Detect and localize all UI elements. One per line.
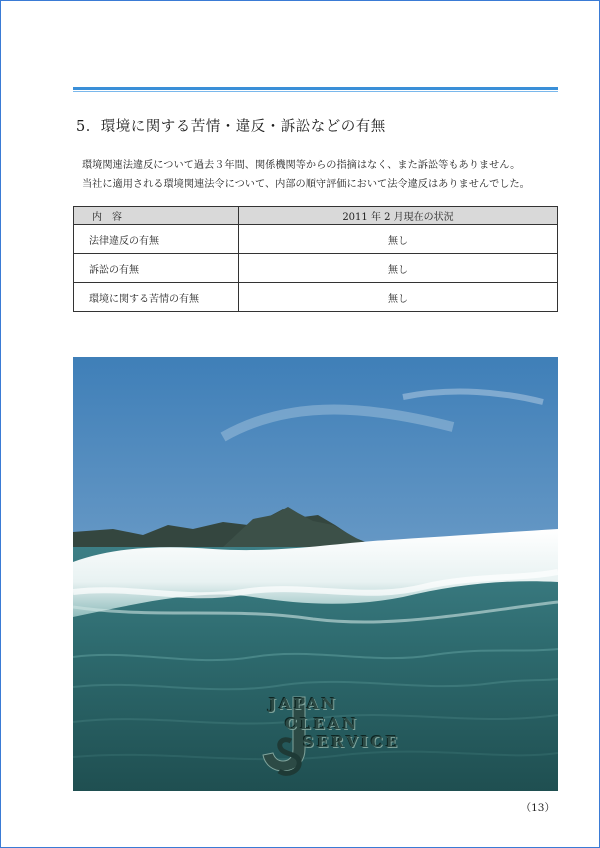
row-item: 環境に関する苦情の有無 (74, 283, 239, 312)
row-status: 無し (239, 283, 558, 312)
row-status: 無し (239, 225, 558, 254)
watermark-line-clean: CLEAN (285, 715, 360, 733)
header-content: 内 容 (74, 207, 239, 225)
row-item: 訴訟の有無 (74, 254, 239, 283)
status-table (73, 206, 558, 312)
header-rule (73, 87, 558, 93)
watermark-line-japan: JAPAN (269, 695, 339, 713)
table-row (74, 225, 558, 254)
paragraph-legal-compliance: 環境関連法違反について過去３年間、関係機関等からの指摘はなく、また訴訟等もありません。 (82, 160, 521, 171)
row-status: 無し (239, 254, 558, 283)
table-header-row (74, 207, 558, 225)
watermark-line-service: SERVICE (303, 733, 401, 751)
table-row (74, 254, 558, 283)
section-title: 5．環境に関する苦情・違反・訴訟などの有無 (76, 119, 386, 135)
table-row (74, 283, 558, 312)
paragraph-internal-evaluation: 当社に適用される環境関連法令について、内部の順守評価において法令違反はありませんでした。 (82, 179, 530, 190)
page-number: （13） (520, 802, 555, 814)
header-status: 2011 年 2 月現在の状況 (239, 207, 558, 225)
row-item: 法律違反の有無 (74, 225, 239, 254)
company-watermark-logo (253, 691, 433, 781)
